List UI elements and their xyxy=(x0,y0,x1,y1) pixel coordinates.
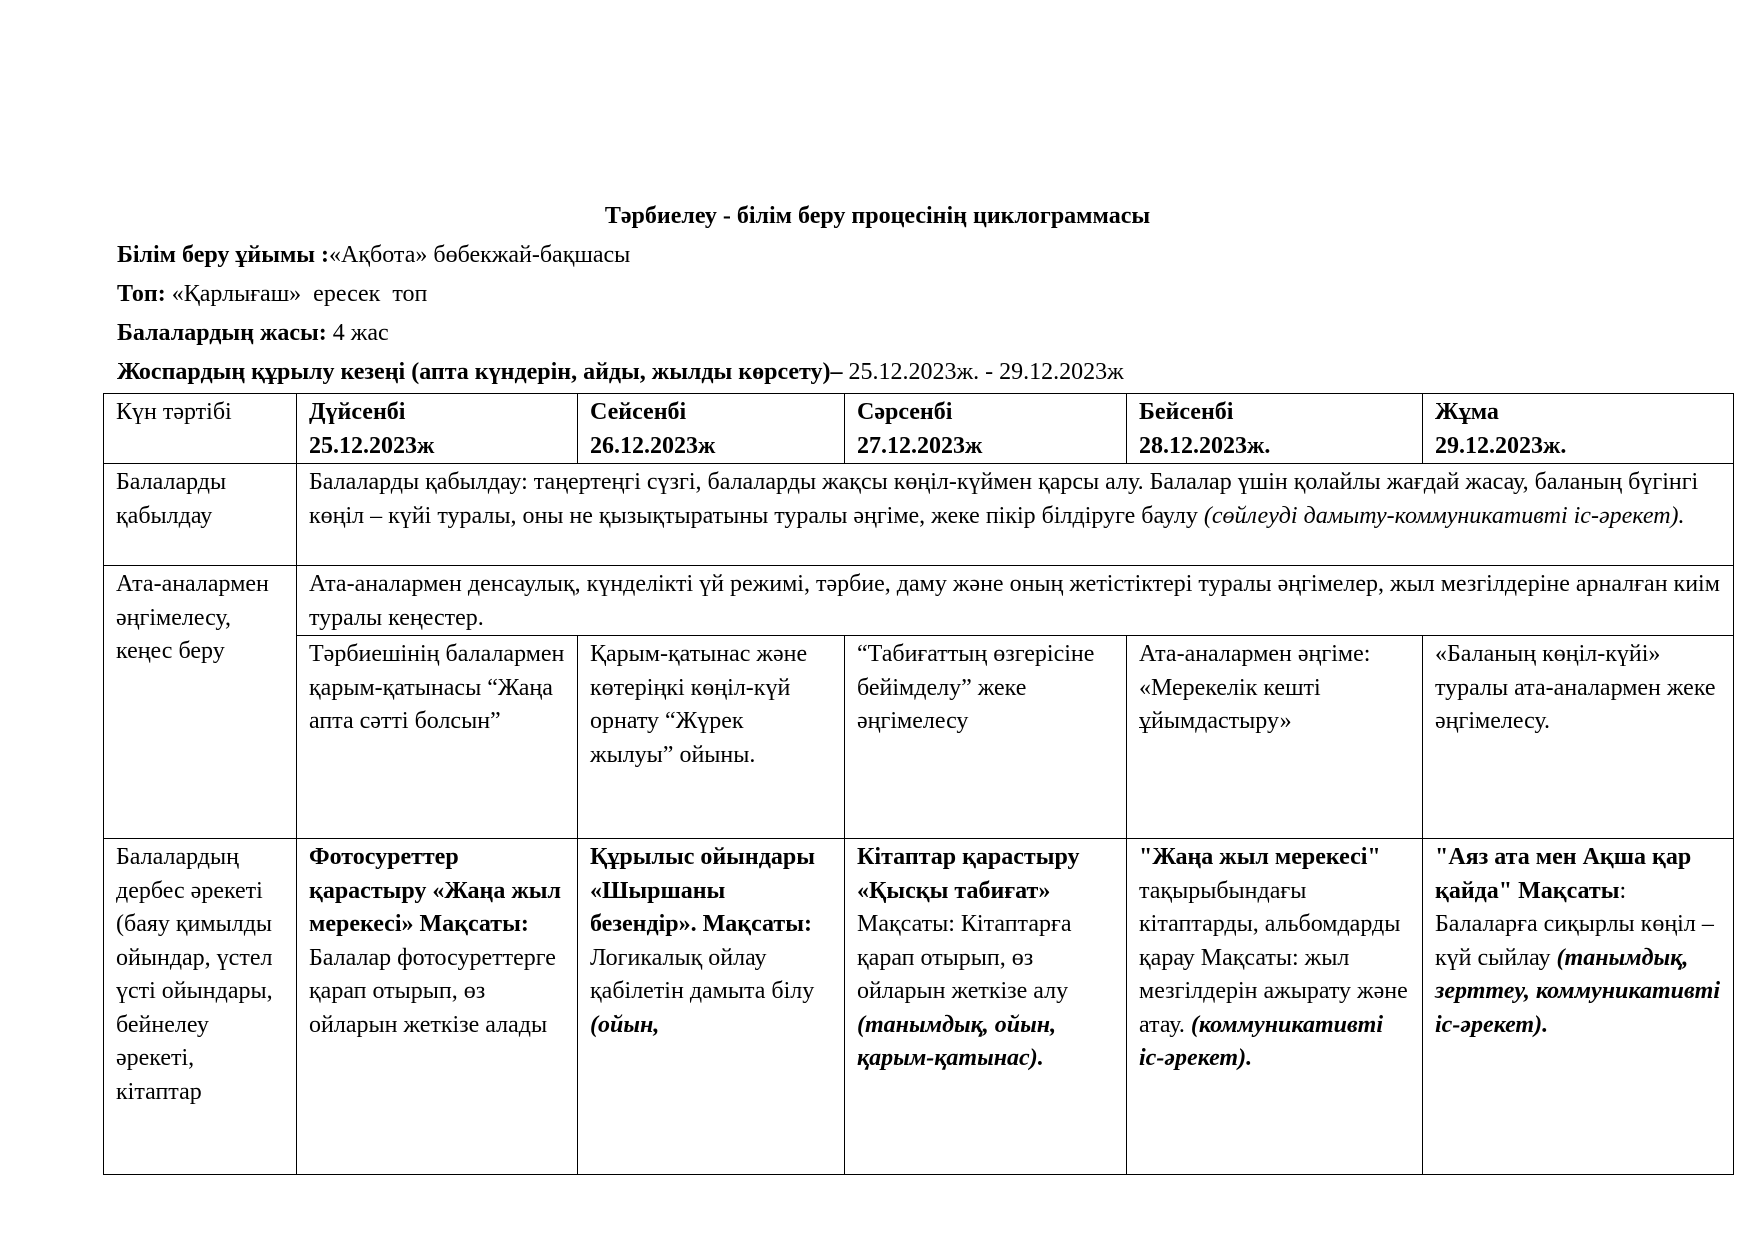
parents-row xyxy=(104,566,1734,636)
period-label: Жоспардың құрылу кезеңі (апта күндерін, айды, жылды көрсету)– xyxy=(117,359,843,385)
reception-label: Балаларды қабылдау xyxy=(104,464,297,566)
org-value: «Ақбота» бөбекжай-бақшасы xyxy=(329,242,631,268)
org-line xyxy=(117,240,630,270)
header-schedule: Күн тәртібі xyxy=(104,394,297,464)
independent-wed: Кітаптар қарастыру «Қысқы табиғат» Мақсаты: Кітаптарға қарап отырып, өз ойларын жеткізе алу (танымдық, ойын, қарым-қатынас). xyxy=(845,839,1127,1175)
parents-days-row xyxy=(104,636,1734,839)
group-label: Топ: xyxy=(117,281,166,307)
independent-tue: Құрылыс ойындары «Шыршаны безендір». Мақсаты: Логикалық ойлау қабілетін дамыта білу (ойын, xyxy=(578,839,845,1175)
independent-row xyxy=(104,839,1734,1175)
reception-row xyxy=(104,464,1734,566)
header-day-wed: Сәрсенбі 27.12.2023ж xyxy=(845,394,1127,464)
period-line xyxy=(117,357,1124,387)
header-row xyxy=(104,394,1734,464)
parents-label: Ата-аналармен әңгімелесу, кеңес беру xyxy=(104,566,297,839)
header-day-tue: Сейсенбі 26.12.2023ж xyxy=(578,394,845,464)
page-title: Тәрбиелеу - білім беру процесінің циклограммасы xyxy=(604,203,1151,229)
header-day-fri: Жұма 29.12.2023ж. xyxy=(1423,394,1734,464)
group-line xyxy=(117,279,427,309)
period-value: 25.12.2023ж. - 29.12.2023ж xyxy=(842,359,1124,385)
header-day-thu: Бейсенбі 28.12.2023ж. xyxy=(1127,394,1423,464)
parents-fri: «Баланың көңіл-күйі» туралы ата-аналармен жеке әңгімелесу. xyxy=(1423,636,1734,839)
independent-label: Балалардың дербес әрекеті (баяу қимылды ойындар, үстел үсті ойындары, бейнелеу әрекеті, кітаптар xyxy=(104,839,297,1175)
parents-tue: Қарым-қатынас және көтеріңкі көңіл-күй орнату “Жүрек жылуы” ойыны. xyxy=(578,636,845,839)
age-value: 4 жас xyxy=(326,320,389,346)
header-day-mon: Дүйсенбі 25.12.2023ж xyxy=(297,394,578,464)
org-label: Білім беру ұйымы : xyxy=(117,242,330,268)
reception-activity: (сөйлеуді дамыту-коммуникативті іс-әрекет). xyxy=(1203,502,1685,529)
parents-common: Ата-аналармен денсаулық, күнделікті үй режимі, тәрбие, даму және оның жетістіктері туралы әңгімелер, жыл мезгілдеріне арналған киім туралы кеңестер. xyxy=(297,566,1734,636)
group-value: «Қарлығаш» ересек топ xyxy=(165,281,428,307)
independent-fri: "Аяз ата мен Ақша қар қайда" Мақсаты: Балаларға сиқырлы көңіл –күй сыйлау (танымдық, зерттеу, коммуникативті іс-әрекет). xyxy=(1423,839,1734,1175)
age-line xyxy=(117,318,389,348)
parents-thu: Ата-аналармен әңгіме: «Мерекелік кешті ұйымдастыру» xyxy=(1127,636,1423,839)
independent-thu: "Жаңа жыл мерекесі" тақырыбындағы кітаптарды, альбомдарды қарау Мақсаты: жыл мезгілдерін ажырату және атау. (коммуникативті іс-әрекет). xyxy=(1127,839,1423,1175)
reception-text: Балаларды қабылдау: таңертеңгі сүзгі, балаларды жақсы көңіл-күймен қарсы алу. Балалар үшін қолайлы жағдай жасау, баланың бүгінгі көңіл – күйі туралы, оны не қызықтыратыны туралы әңгіме, жеке пікір білдіруге баулу (сөйлеуді дамыту-коммуникативті іс-әрекет). xyxy=(297,464,1734,566)
independent-mon: Фотосуреттер қарастыру «Жаңа жыл мерекесі» Мақсаты: Балалар фотосуреттерге қарап отырып, өз ойларын жеткізе алады xyxy=(297,839,578,1175)
parents-mon: Тәрбиешінің балалармен қарым-қатынасы “Жаңа апта сәтті болсын” xyxy=(297,636,578,839)
cyclogram-table xyxy=(103,393,1734,1175)
parents-wed: “Табиғаттың өзгерісіне бейімделу” жеке әңгімелесу xyxy=(845,636,1127,839)
age-label: Балалардың жасы: xyxy=(117,320,327,346)
